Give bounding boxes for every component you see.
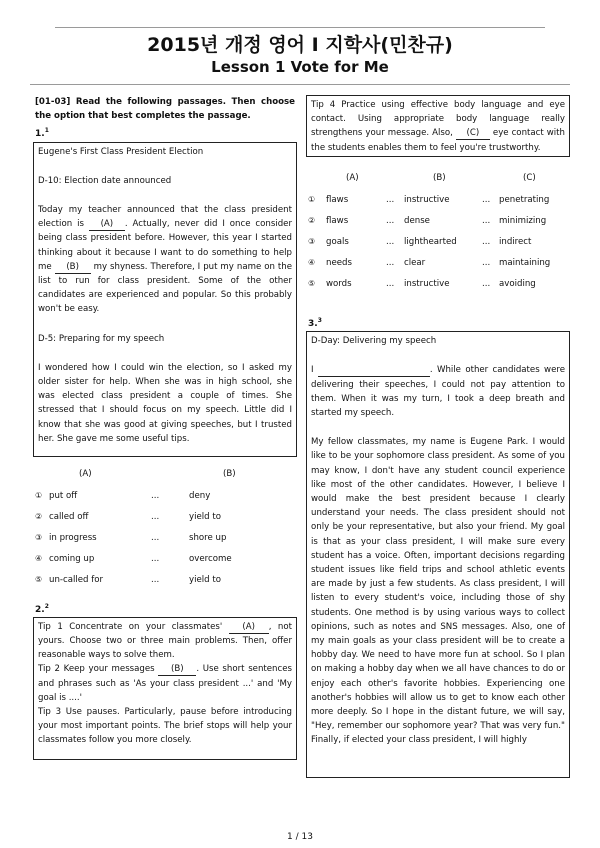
blank-answer [318,365,430,377]
choice-number: ① [308,195,316,204]
choice-a-text: goals [326,237,349,247]
choice-dots: ... [482,237,491,247]
passage-heading: Eugene's First Class President Election [38,146,204,157]
choice-a-text: flaws [326,216,349,226]
choice-a-text: coming up [49,553,95,564]
column-b-label: (B) [433,173,446,183]
choice-dots: ... [386,216,395,226]
choice-number: ④ [308,258,316,267]
choice-b-text: yield to [189,574,221,585]
choice-a-text: called off [49,511,89,522]
choice-c-text: avoiding [499,279,536,289]
question-1-choices [33,467,297,594]
choice-option [33,489,297,510]
choice-number: ⑤ [35,574,43,584]
choice-option [306,256,570,277]
question-2-tips-box [33,617,297,760]
entry-d10-heading: D-10: Election date announced [38,175,172,186]
header-bottom-rule [30,84,570,85]
choice-option [306,277,570,298]
choice-a-text: words [326,279,352,289]
left-column [33,95,297,760]
choice-option [33,510,297,531]
choice-b-text: instructive [404,279,450,289]
column-b-label: (B) [223,468,236,479]
question-3-passage [306,331,570,778]
question-2-tips-box-continued [306,95,570,157]
tip-3: Tip 3 Use pauses. Particularly, pause before introducing your most important points. The brief stops will help your classmates follow you more closely. [38,707,292,746]
choice-dots: ... [386,237,395,247]
choice-c-text: maintaining [499,258,551,268]
blank-a: (A) [229,622,269,634]
choice-option [306,193,570,214]
blank-b: (B) [158,664,196,676]
tip-4: Tip 4 Practice using effective body language and eye contact. Using appropriate body language really strengthens your message. Also, (C) eye contact with the students enables them to feel you're trustworthy. [311,100,565,153]
choice-dots: ... [482,279,491,289]
passage-heading: D-Day: Delivering my speech [311,336,437,347]
document-title: 2015년 개정 영어 I 지학사(민찬규) [147,34,453,56]
choice-dots: ... [151,490,160,501]
passage-intro: I . While other candidates were delivering their speeches, I could not pay attention to them. When it was my turn, I took a deep breath and started my speech. [311,365,565,419]
choice-number: ① [35,490,43,500]
choice-option [306,214,570,235]
choice-b-text: shore up [189,532,227,543]
column-a-label: (A) [79,468,92,479]
choice-dots: ... [482,195,491,205]
choice-option [306,235,570,256]
choice-option [33,552,297,573]
choice-option [33,573,297,594]
header-top-rule [55,27,545,28]
choice-number: ② [35,511,43,521]
page-number: 1 / 13 [287,832,313,842]
choice-number: ② [308,216,316,225]
choice-dots: ... [386,195,395,205]
choices-header [306,171,570,193]
right-column [306,95,570,778]
question-2-choices [306,171,570,298]
choice-a-text: flaws [326,195,349,205]
blank-c: (C) [456,128,490,140]
choice-b-text: instructive [404,195,450,205]
tip-1: Tip 1 Concentrate on your classmates' (A) , not yours. Choose two or three main problems. Then, offer reasonable ways to solve them. [38,621,292,661]
choice-dots: ... [482,216,491,226]
choice-c-text: minimizing [499,216,547,226]
choice-number: ④ [35,553,43,563]
choice-a-text: put off [49,490,78,501]
choice-b-text: lighthearted [404,237,457,247]
choice-b-text: dense [404,216,430,226]
choice-c-text: indirect [499,237,532,247]
choice-dots: ... [386,258,395,268]
choice-a-text: needs [326,258,352,268]
speech-text: My fellow classmates, my name is Eugene Park. I would like to be your sophomore class president. As some of you may know, I don't have any student council experience like most of the other candidates. However, I believe I would make the best president because I clearly understand your needs. The class president should not only be your representative, but also your friend. My goal is that as your class president, I will make sure every student has a voice. Often, important decisions regarding student issues like field trips and school athletic events are made by just a few students. As class president, I will listen to every student's voice, including those of shy students. One method is by using various ways to collect opinions, such as notes and SNS messages. Also, one of my main goals as your class president will be to create a hobby day. We need to have more fun at school. So I plan on making a hobby day when we all have chances to do or enjoy each other's favorite hobbies. Experiencing one another's hobbies will allow us to get to know each other more deeply. So I hope in the distant future, we will say, "Hey, remember our sophomore year? That was very fun." Finally, if elected your class president, I will highly [311,437,565,746]
choice-c-text: penetrating [499,195,550,205]
choice-a-text: un-called for [49,574,104,585]
choice-dots: ... [151,574,160,585]
choice-number: ③ [35,532,43,542]
entry-d5-text: I wondered how I could win the election, so I asked my older sister for help. When she was in high school, she was elected class president a couple of times. She stressed that I should focus on my speech. Little did I know that she was good at giving speeches, but I trusted her. She gave me some useful tips. [38,362,292,444]
choice-b-text: deny [189,490,211,501]
choice-b-text: yield to [189,511,221,522]
choice-b-text: overcome [189,553,232,564]
column-a-label: (A) [346,173,359,183]
choice-b-text: clear [404,258,426,268]
choice-dots: ... [151,553,160,564]
tip-2: Tip 2 Keep your messages (B) . Use short sentences and phrases such as 'As your class president ...' and 'My goal is ....' [38,664,292,703]
question-2-number: 2.$^2$ [35,602,49,615]
choice-dots: ... [151,511,160,522]
choice-dots: ... [386,279,395,289]
blank-a: (A) [89,219,125,231]
choice-number: ③ [308,237,316,246]
choices-header [33,467,297,489]
choice-dots: ... [151,532,160,543]
blank-b: (B) [55,262,91,274]
question-3-number: 3.$^3$ [308,317,322,329]
question-1-number: 1.$^1$ [35,127,49,140]
lesson-title: Lesson 1 Vote for Me [211,58,389,76]
choice-a-text: in progress [49,532,97,543]
choice-option [33,531,297,552]
entry-d5-heading: D-5: Preparing for my speech [38,333,165,344]
choice-number: ⑤ [308,279,316,288]
column-c-label: (C) [523,173,536,183]
entry-d10-text: Today my teacher announced that the class president election is (A) . Actually, never did I once consider being class president before. However, this year I started thinking about it because I want to do something to help me (B) my shyness. Therefore, I put my name on the list to run for class president. Some of the other candidates are experienced and popular. So this probably won't be easy. [38,205,292,315]
choice-dots: ... [482,258,491,268]
instructions: [01-03] Read the following passages. Then choose the option that best completes the passage. [35,97,295,122]
question-1-passage [33,142,297,457]
